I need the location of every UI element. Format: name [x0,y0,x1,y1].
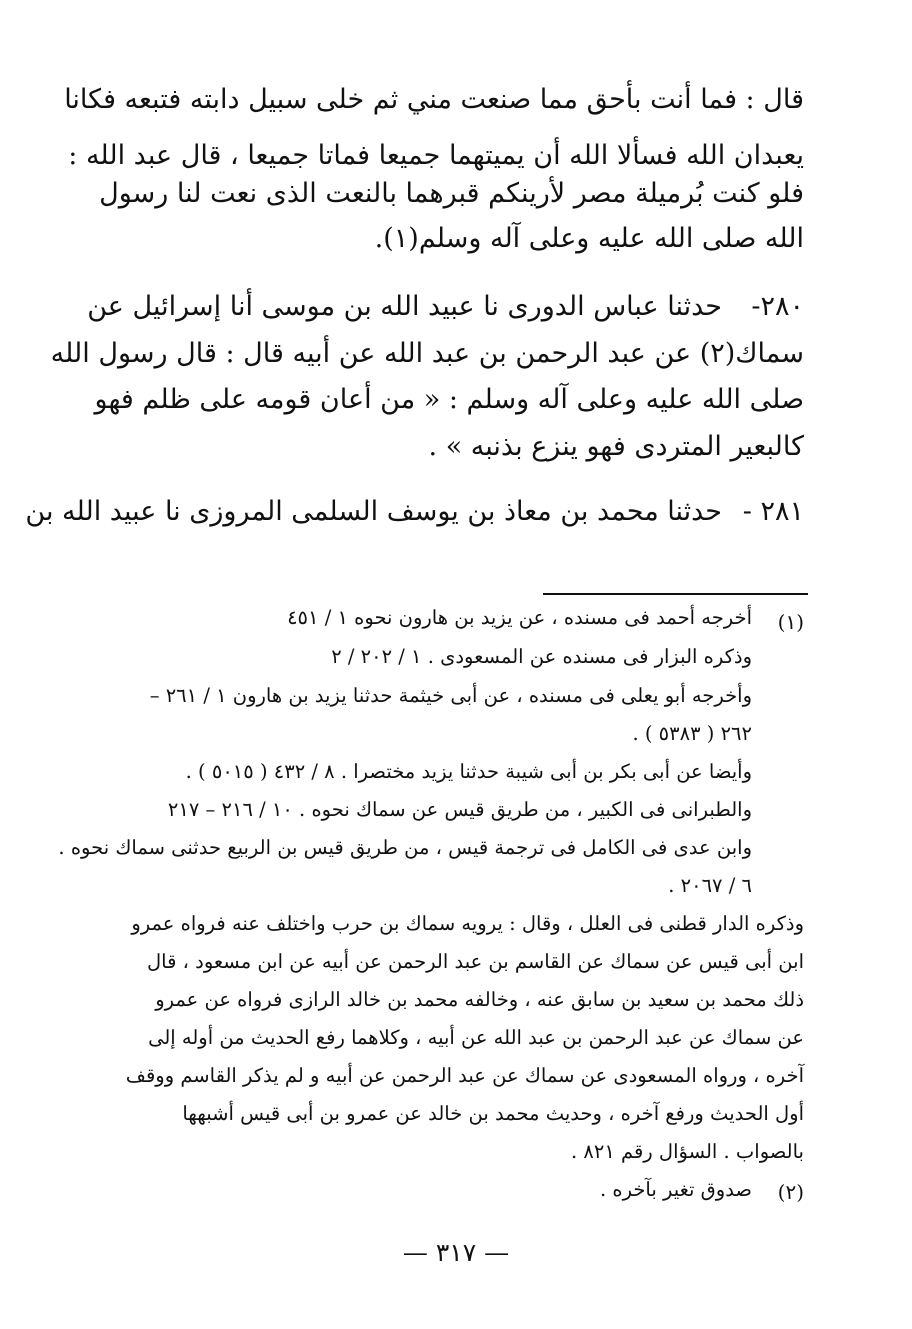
text-line: فلو كنت بُرميلة مصر لأرينكم قبرهما بالنعت الذى نعت لنا رسول [99,178,804,209]
footnote-line: أول الحديث ورفع آخره ، وحديث محمد بن خالد عن عمرو بن أبى قيس أشبهها [182,1102,804,1125]
footnote-line: ٢٦٢ ( ٥٣٨٣ ) . [632,722,752,745]
hadith-line: حدثنا محمد بن معاذ بن يوسف السلمى المروزى نا عبيد الله بن [25,496,722,527]
footnote-line: والطبرانى فى الكبير ، من طريق قيس عن سماك نحوه . ١٠ / ٢١٦ – ٢١٧ [167,798,752,821]
footnote-marker: (٢) [777,1180,804,1204]
footnote-marker: (١) [777,610,804,634]
footnote-line: عن سماك عن عبد الرحمن بن عبد الله عن أبيه ، وكلاهما رفع الحديث من أوله إلى [148,1026,804,1049]
footnote-line: وابن عدى فى الكامل فى ترجمة قيس ، من طريق قيس بن الربيع حدثنى سماك نحوه . [58,836,752,859]
footnote-line: ابن أبى قيس عن سماك عن القاسم بن عبد الرحمن عن أبيه عن ابن مسعود ، قال [147,950,804,973]
footnote-line: بالصواب . السؤال رقم ٨٢١ . [570,1140,804,1163]
footnote-line: آخره ، ورواه المسعودى عن سماك عن عبد الرحمن عن أبيه و لم يذكر القاسم ووقف [125,1064,804,1087]
footnote-line: وذكره البزار فى مسنده عن المسعودى . ١ / ٢٠٢ / ٢ [331,645,752,668]
hadith-number: ٢٨٠- [751,291,804,322]
footnote-line: صدوق تغير بآخره . [599,1178,752,1201]
footnote-divider [543,593,808,595]
hadith-line: حدثنا عباس الدورى نا عبيد الله بن موسى أنا إسرائيل عن [87,291,722,322]
text-line: قال : فما أنت بأحق مما صنعت مني ثم خلى سبيل دابته فتبعه فكانا [64,84,804,115]
footnote-line: وذكره الدار قطنى فى العلل ، وقال : يرويه سماك بن حرب واختلف عنه فرواه عمرو [131,912,804,935]
footnote-line: وأخرجه أبو يعلى فى مسنده ، عن أبى خيثمة حدثنا يزيد بن هارون ١ / ٢٦١ – [149,684,752,707]
page-number: — ٣١٧ — [402,1238,510,1267]
hadith-line: كالبعير المتردى فهو ينزع بذنبه » . [428,431,804,462]
footnote-line: أخرجه أحمد فى مسنده ، عن يزيد بن هارون نحوه ١ / ٤٥١ [287,606,752,629]
text-line: يعبدان الله فسألا الله أن يميتهما جميعا فماتا جميعا ، قال عبد الله : [68,140,804,171]
hadith-line: سماك(٢) عن عبد الرحمن بن عبد الله عن أبيه قال : قال رسول الله [50,338,804,369]
footnote-line: ٦ / ٢٠٦٧ . [668,874,752,897]
footnote-line: وأيضا عن أبى بكر بن أبى شيبة حدثنا يزيد مختصرا . ٨ / ٤٣٢ ( ٥٠١٥ ) . [185,760,752,783]
hadith-number: ٢٨١ - [742,496,804,527]
footnote-line: ذلك محمد بن سعيد بن سابق عنه ، وخالفه محمد بن خالد الرازى فرواه عن عمرو [155,988,804,1011]
hadith-line: صلى الله عليه وعلى آله وسلم : « من أعان قومه على ظلم فهو [94,384,804,415]
text-line: الله صلى الله عليه وعلى آله وسلم(١). [374,223,804,254]
